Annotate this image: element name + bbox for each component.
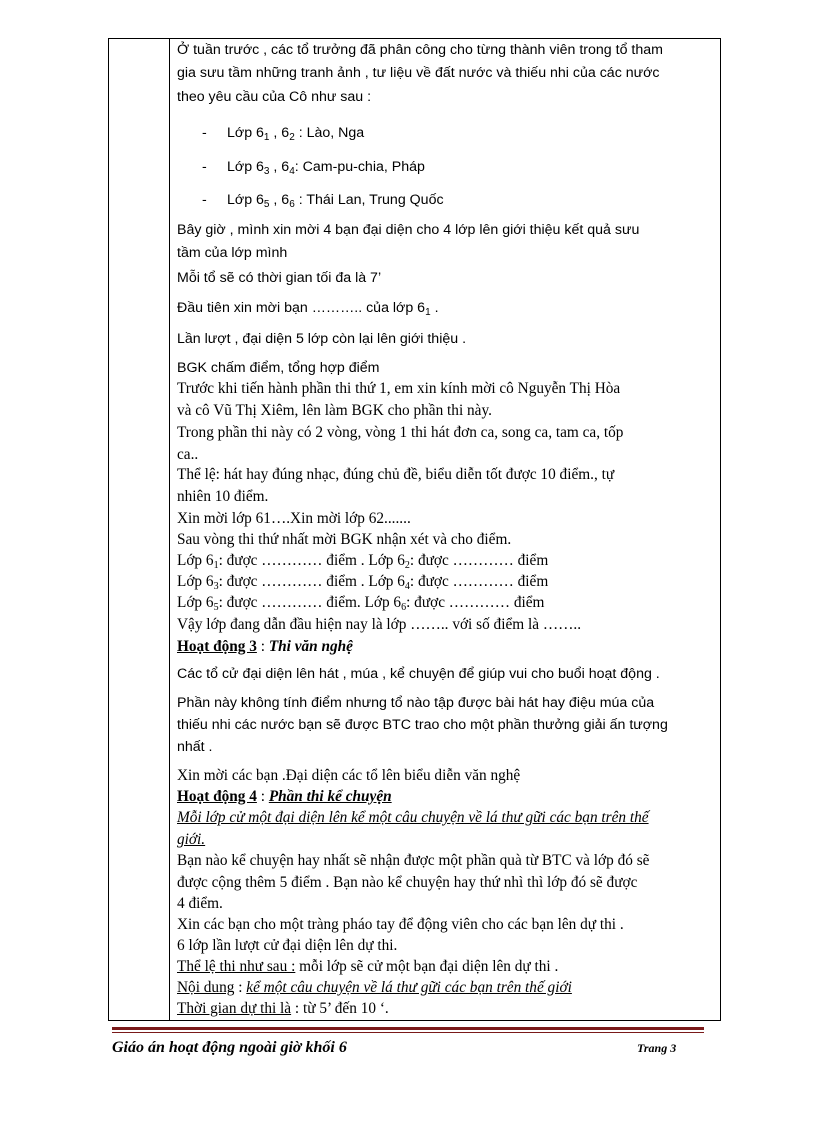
paragraph-line: 6 lớp lần lượt cử đại diện lên dự thi. (177, 937, 398, 954)
paragraph-line: nhất . (177, 739, 213, 755)
paragraph-line: tầm của lớp mình (177, 245, 288, 261)
bullet-item: - Lớp $6_1$ , $6_2$ : Lào, Nga (202, 125, 365, 143)
paragraph-line: Bây giờ , mình xin mời 4 bạn đại diện cho 4 lớp lên giới thiệu kết quả sưu (177, 222, 640, 238)
paragraph-line: Ở tuần trước , các tổ trưởng đã phân công cho từng thành viên trong tổ tham (177, 42, 663, 58)
paragraph-line: Trong phần thi này có 2 vòng, vòng 1 thi hát đơn ca, song ca, tam ca, tốp (177, 424, 624, 441)
paragraph-line: 4 điểm. (177, 895, 223, 912)
footer-rule (112, 1027, 704, 1030)
paragraph-line: Sau vòng thi thứ nhất mời BGK nhận xét và cho điểm. (177, 531, 512, 548)
score-line: Lớp $6_5$: được ………… điểm. Lớp $6_6$: được ………… điểm (177, 594, 545, 613)
activity-4-heading: Hoạt động 4 : Phần thi kể chuyện (177, 788, 392, 805)
paragraph-line: Nội dung : kể một câu chuyện về lá thư gữi các bạn trên thế giới (177, 979, 572, 996)
paragraph-line: Lần lượt , đại diện 5 lớp còn lại lên giới thiệu . (177, 331, 467, 347)
bullet-item: - Lớp $6_3$ , $6_4$: Cam-pu-chia, Pháp (202, 159, 425, 177)
table-column-divider (169, 38, 170, 1021)
paragraph-line: Vậy lớp đang dẫn đầu hiện nay là lớp …….. với số điểm là …….. (177, 616, 582, 633)
page-number: Trang 3 (637, 1041, 677, 1055)
paragraph-line: nhiên 10 điểm. (177, 488, 269, 505)
paragraph-line: thiếu nhi các nước bạn sẽ được BTC trao cho một phần thưởng giải ấn tượng (177, 717, 668, 733)
footer-title: Giáo án hoạt động ngoài giờ khối 6 (112, 1039, 347, 1056)
paragraph-line: Xin mời lớp 61….Xin mời lớp 62....... (177, 510, 411, 527)
paragraph-line: và cô Vũ Thị Xiêm, lên làm BGK cho phần thi này. (177, 402, 492, 419)
paragraph-line: Các tổ cử đại diện lên hát , múa , kể chuyện để giúp vui cho buổi hoạt động . (177, 666, 660, 682)
paragraph-line: Xin mời các bạn .Đại diện các tổ lên biểu diễn văn nghệ (177, 767, 521, 784)
paragraph-line: Thể lệ: hát hay đúng nhạc, đúng chủ đề, biểu diễn tốt được 10 điểm., tự (177, 466, 615, 483)
paragraph-line: Bạn nào kể chuyện hay nhất sẽ nhận được một phần quà từ BTC và lớp đó sẽ (177, 852, 650, 869)
paragraph-line: Đầu tiên xin mời bạn ……….. của lớp $6_1$ . (177, 300, 439, 318)
table-column-divider (720, 38, 721, 1021)
paragraph-line: được cộng thêm 5 điểm . Bạn nào kể chuyện hay thứ nhì thì lớp đó sẽ được (177, 874, 638, 891)
score-line: Lớp $6_3$: được ………… điểm . Lớp $6_4$: được ………… điểm (177, 573, 549, 592)
paragraph-line: gia sưu tầm những tranh ảnh , tư liệu về đất nước và thiếu nhi của các nước (177, 65, 660, 81)
paragraph-line: Thời gian dự thi là : từ 5’ đến 10 ‘. (177, 1000, 389, 1017)
bullet-item: - Lớp $6_5$ , $6_6$ : Thái Lan, Trung Quốc (202, 192, 444, 210)
paragraph-line: giới. (177, 831, 206, 848)
paragraph-line: BGK chấm điểm, tổng hợp điểm (177, 360, 380, 376)
paragraph-line: Phần này không tính điểm nhưng tổ nào tập được bài hát hay điệu múa của (177, 695, 655, 711)
paragraph-line: Trước khi tiến hành phần thi thứ 1, em xin kính mời cô Nguyễn Thị Hòa (177, 380, 621, 397)
activity-3-heading: Hoạt động 3 : Thi văn nghệ (177, 638, 353, 655)
paragraph-line: Xin các bạn cho một tràng pháo tay để động viên cho các bạn lên dự thi . (177, 916, 624, 933)
paragraph-line: Mỗi lớp cử một đại diện lên kể một câu chuyện về lá thư gữi các bạn trên thế (177, 809, 649, 826)
paragraph-line: Mỗi tổ sẽ có thời gian tối đa là 7’ (177, 270, 382, 286)
score-line: Lớp $6_1$: được ………… điểm . Lớp $6_2$: được ………… điểm (177, 552, 549, 571)
paragraph-line: ca.. (177, 446, 199, 463)
paragraph-line: Thể lệ thi như sau : mỗi lớp sẽ cử một bạn đại diện lên dự thi . (177, 958, 559, 975)
paragraph-line: theo yêu cầu của Cô như sau : (177, 89, 372, 105)
footer-rule (112, 1032, 704, 1033)
